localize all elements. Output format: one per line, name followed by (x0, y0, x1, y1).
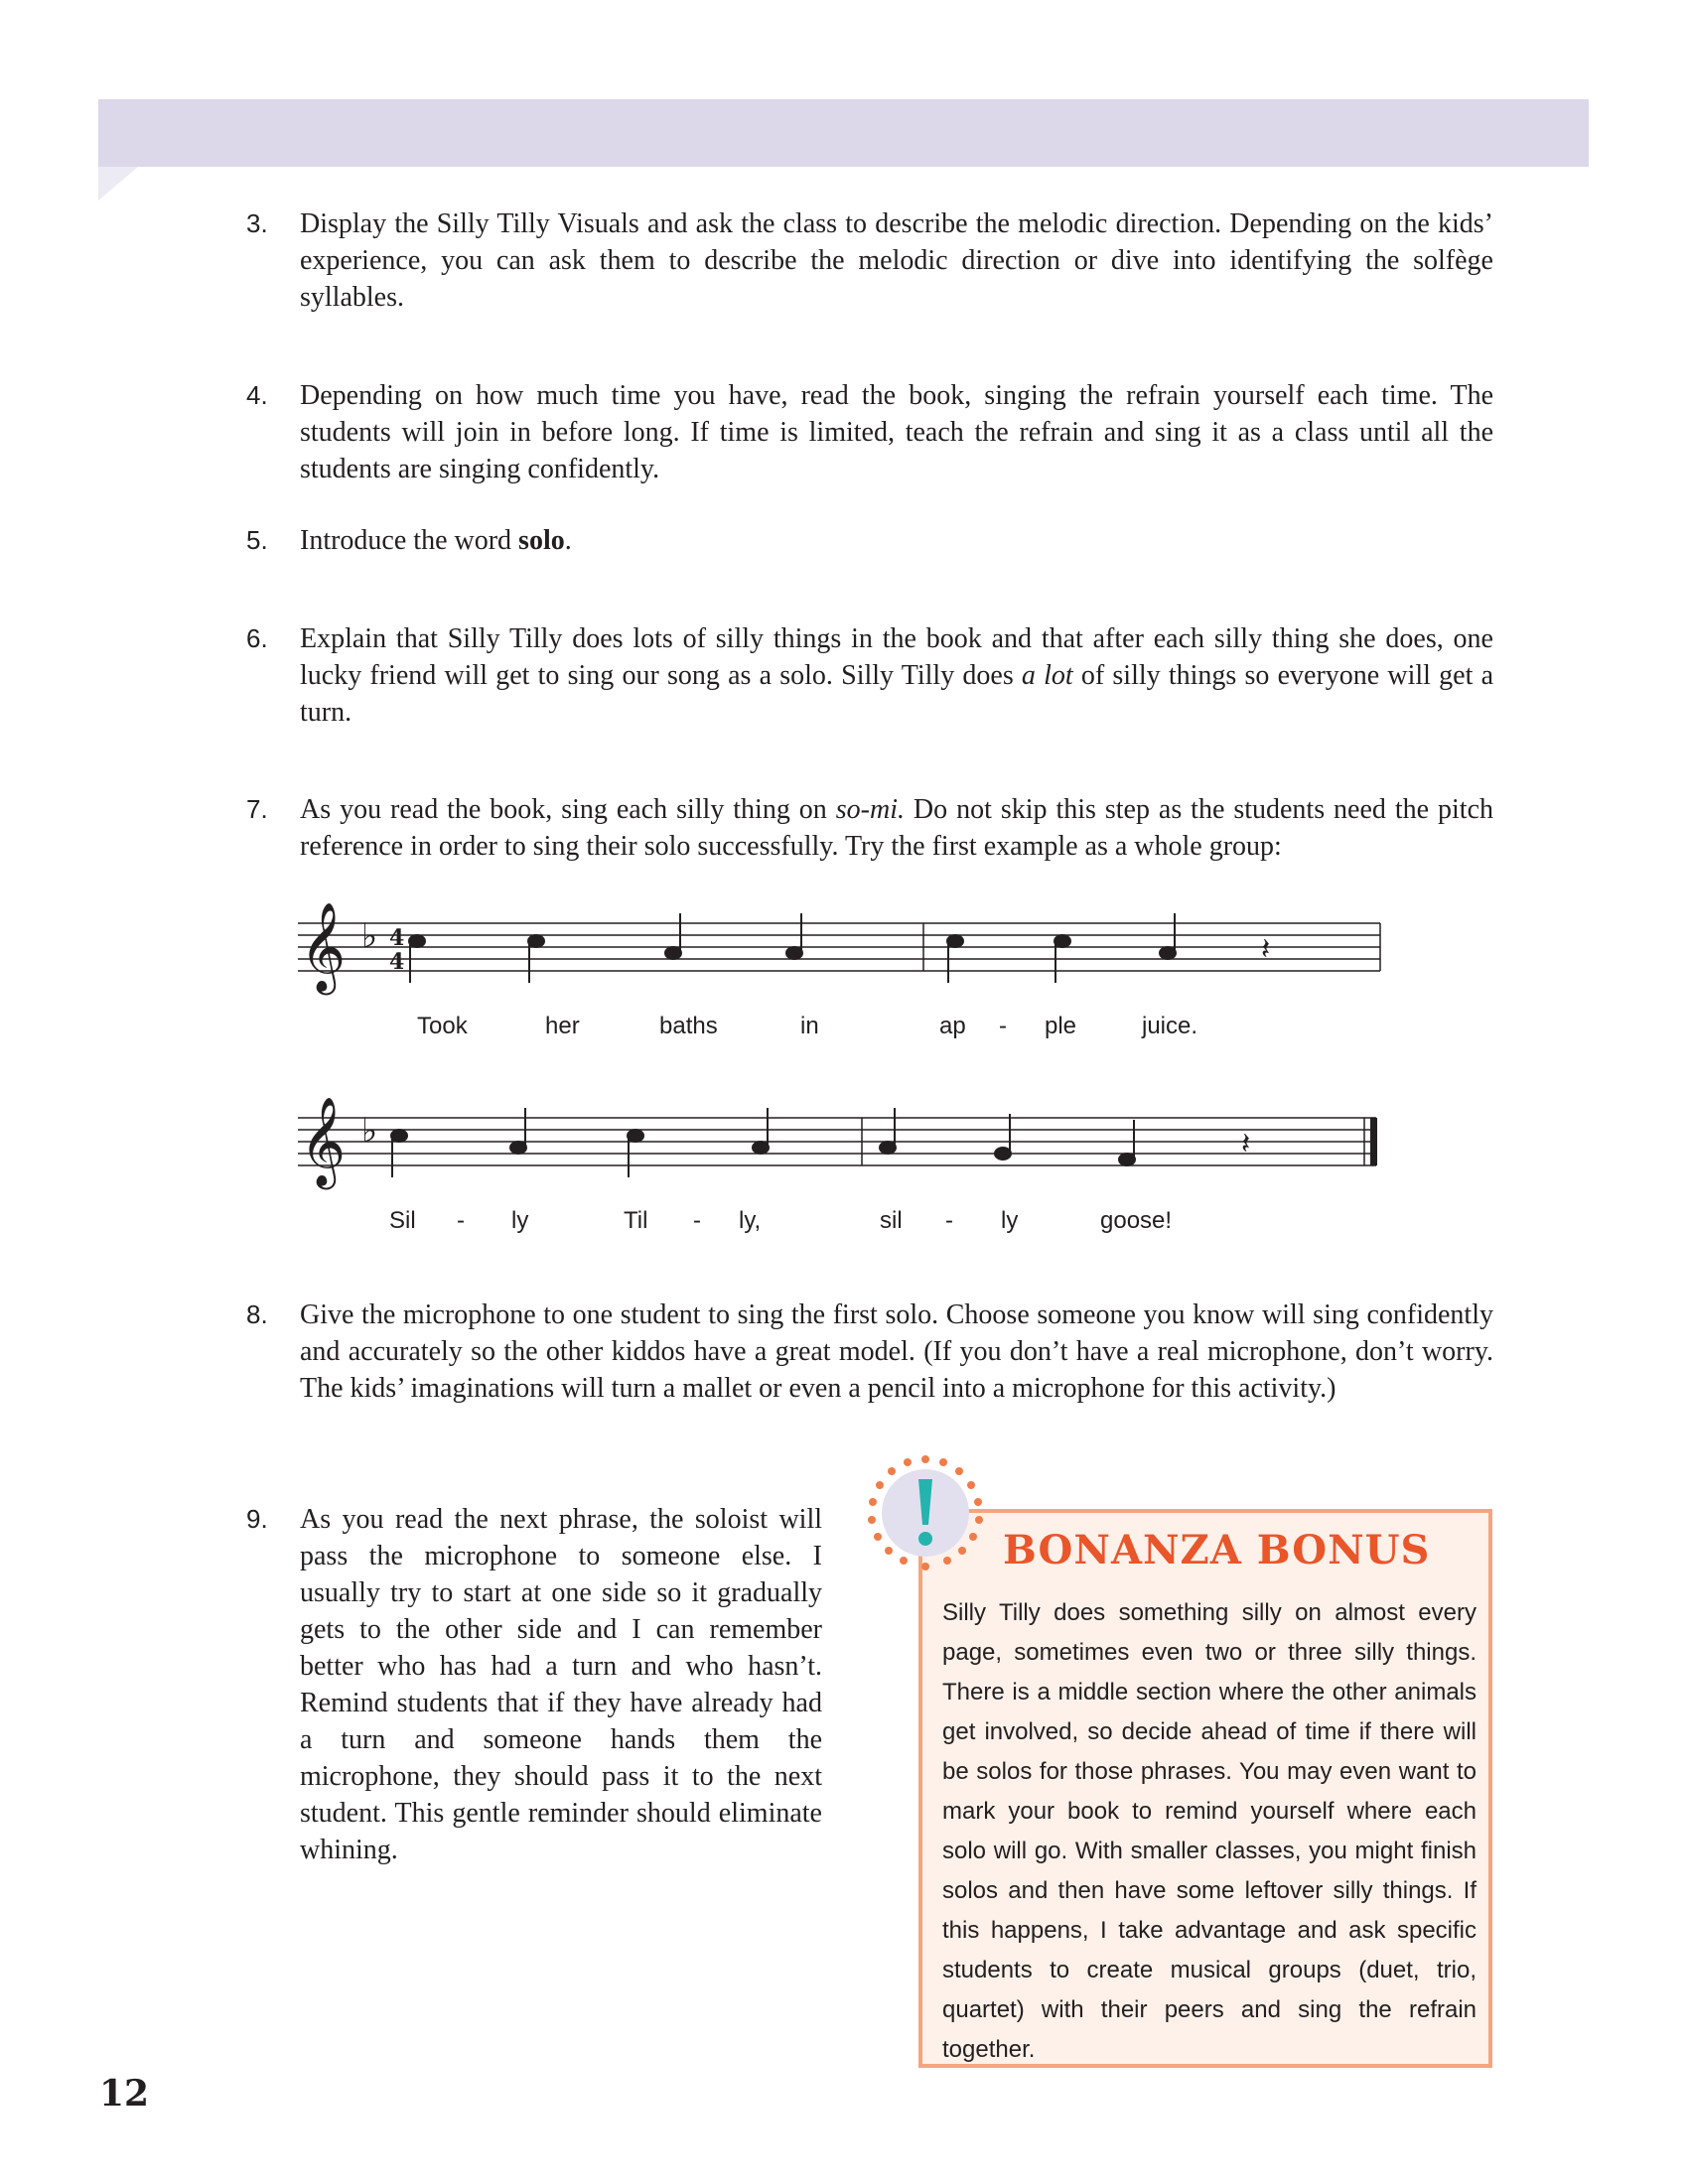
step-text: Display the Silly Tilly Visuals and ask the class to describe the melodic direction. Depending on the kids’ experience, you can ask them to describe the melodic direction or dive into identifying the solfège syllables. (300, 208, 1493, 313)
step-number: 7. (246, 794, 268, 824)
note (528, 935, 544, 947)
bonus-badge (864, 1451, 993, 1580)
step-number: 5. (246, 525, 268, 555)
step-text: Explain that Silly Tilly does lots of silly things in the book and that after each silly thing she does, one lucky friend will get to sing our song as a solo. Silly Tilly does a lot of silly things so everyone will get a turn. (300, 623, 1493, 728)
lyric: - (693, 1207, 701, 1234)
bonus-body: Silly Tilly does something silly on almost every page, sometimes even two or three silly things. There is a middle section where the other animals get involved, so decide ahead of time if there will be solos for those phrases. You may even want to mark your book to remind yourself where each solo will go. With smaller classes, you might finish solos and then have some leftover silly things. If this happens, I take advantage and ask specific students to create musical groups (duet, trio, quartet) with their peers and sing the refrain together. (942, 1599, 1477, 2063)
quarter-rest-icon: 𝄽 (1261, 932, 1271, 967)
step-text: Give the microphone to one student to sing the first solo. Choose someone you know will sing confidently and accurately so the other kiddos have a great model. (If you don’t have a real microphone, don’t worry. The kids’ imaginations will turn a mallet or even a pencil into a microphone for this activity.) (300, 1299, 1493, 1404)
header-banner-fold (98, 167, 138, 201)
music-staff-2 (298, 1098, 1390, 1217)
step-5 (246, 522, 1493, 559)
lyric: Sil (389, 1207, 416, 1234)
note (786, 947, 802, 959)
note (753, 1142, 769, 1154)
note (880, 1142, 896, 1154)
final-barline (1370, 1118, 1377, 1165)
step-3 (246, 205, 1493, 316)
bonus-title: BONANZA BONUS (1003, 1527, 1431, 1573)
lyric: juice. (1142, 1013, 1198, 1039)
note (510, 1142, 526, 1154)
step-8 (246, 1297, 1493, 1407)
step-number: 8. (246, 1299, 268, 1329)
step-number: 9. (246, 1504, 268, 1534)
time-sig-top: 4 (389, 925, 405, 951)
note (995, 1148, 1011, 1160)
note (1119, 1154, 1135, 1165)
step-text: Introduce the word solo. (300, 525, 572, 556)
lyric: Til (624, 1207, 648, 1234)
music-staff-1 (298, 903, 1390, 1023)
term-solo: solo (518, 525, 565, 556)
step-number: 4. (246, 380, 268, 410)
lyric: - (457, 1207, 465, 1234)
note (409, 935, 425, 947)
step-number: 6. (246, 623, 268, 653)
step-text: As you read the book, sing each silly thing on so-mi. Do not skip this step as the students need the pitch reference in order to sing their solo successfully. Try the first example as a whole group: (300, 794, 1494, 862)
lyric: - (945, 1207, 953, 1234)
lyric: sil (880, 1207, 903, 1234)
lyric: ly (511, 1207, 529, 1234)
step-text: Depending on how much time you have, read the book, singing the refrain yourself each time. The students will join in before long. If time is limited, teach the refrain and sing it as a class until all the students are singing confidently. (300, 380, 1493, 484)
treble-clef-icon: 𝄞 (300, 1098, 347, 1186)
lyric: goose! (1100, 1207, 1173, 1234)
page-number: 12 (99, 2073, 150, 2115)
treble-clef-icon: 𝄞 (300, 903, 347, 992)
header-banner (98, 99, 1589, 167)
lyric: ly, (739, 1207, 762, 1234)
step-text: As you read the next phrase, the soloist will pass the microphone to someone else. I usually try to start at one side so it gradually gets to the other side and I can remember better who has had a turn and who hasn’t. Remind students that if they have already had a turn and someone hands them the microphone, they should pass it to the next student. This gentle reminder should eliminate whining. (300, 1504, 822, 1865)
step-number: 3. (246, 208, 268, 238)
step-7 (246, 791, 1493, 865)
note (947, 935, 963, 947)
note (1160, 947, 1176, 959)
lyric: in (800, 1013, 819, 1039)
lyric: ly (1001, 1207, 1019, 1234)
flat-icon: ♭ (361, 1111, 378, 1151)
step-4 (246, 377, 1493, 487)
lyric: ap (939, 1013, 966, 1039)
step-6 (246, 620, 1493, 731)
note (628, 1130, 643, 1142)
quarter-rest-icon: 𝄽 (1241, 1127, 1251, 1161)
lyric: baths (659, 1013, 718, 1039)
note (391, 1130, 407, 1142)
lyric: - (999, 1013, 1007, 1039)
time-sig-bottom: 4 (389, 949, 405, 975)
lyric: her (545, 1013, 580, 1039)
lyric: ple (1045, 1013, 1077, 1039)
step-9 (246, 1501, 822, 1868)
flat-icon: ♭ (361, 916, 378, 956)
note (665, 947, 681, 959)
note (1055, 935, 1070, 947)
lyric: Took (417, 1013, 468, 1039)
